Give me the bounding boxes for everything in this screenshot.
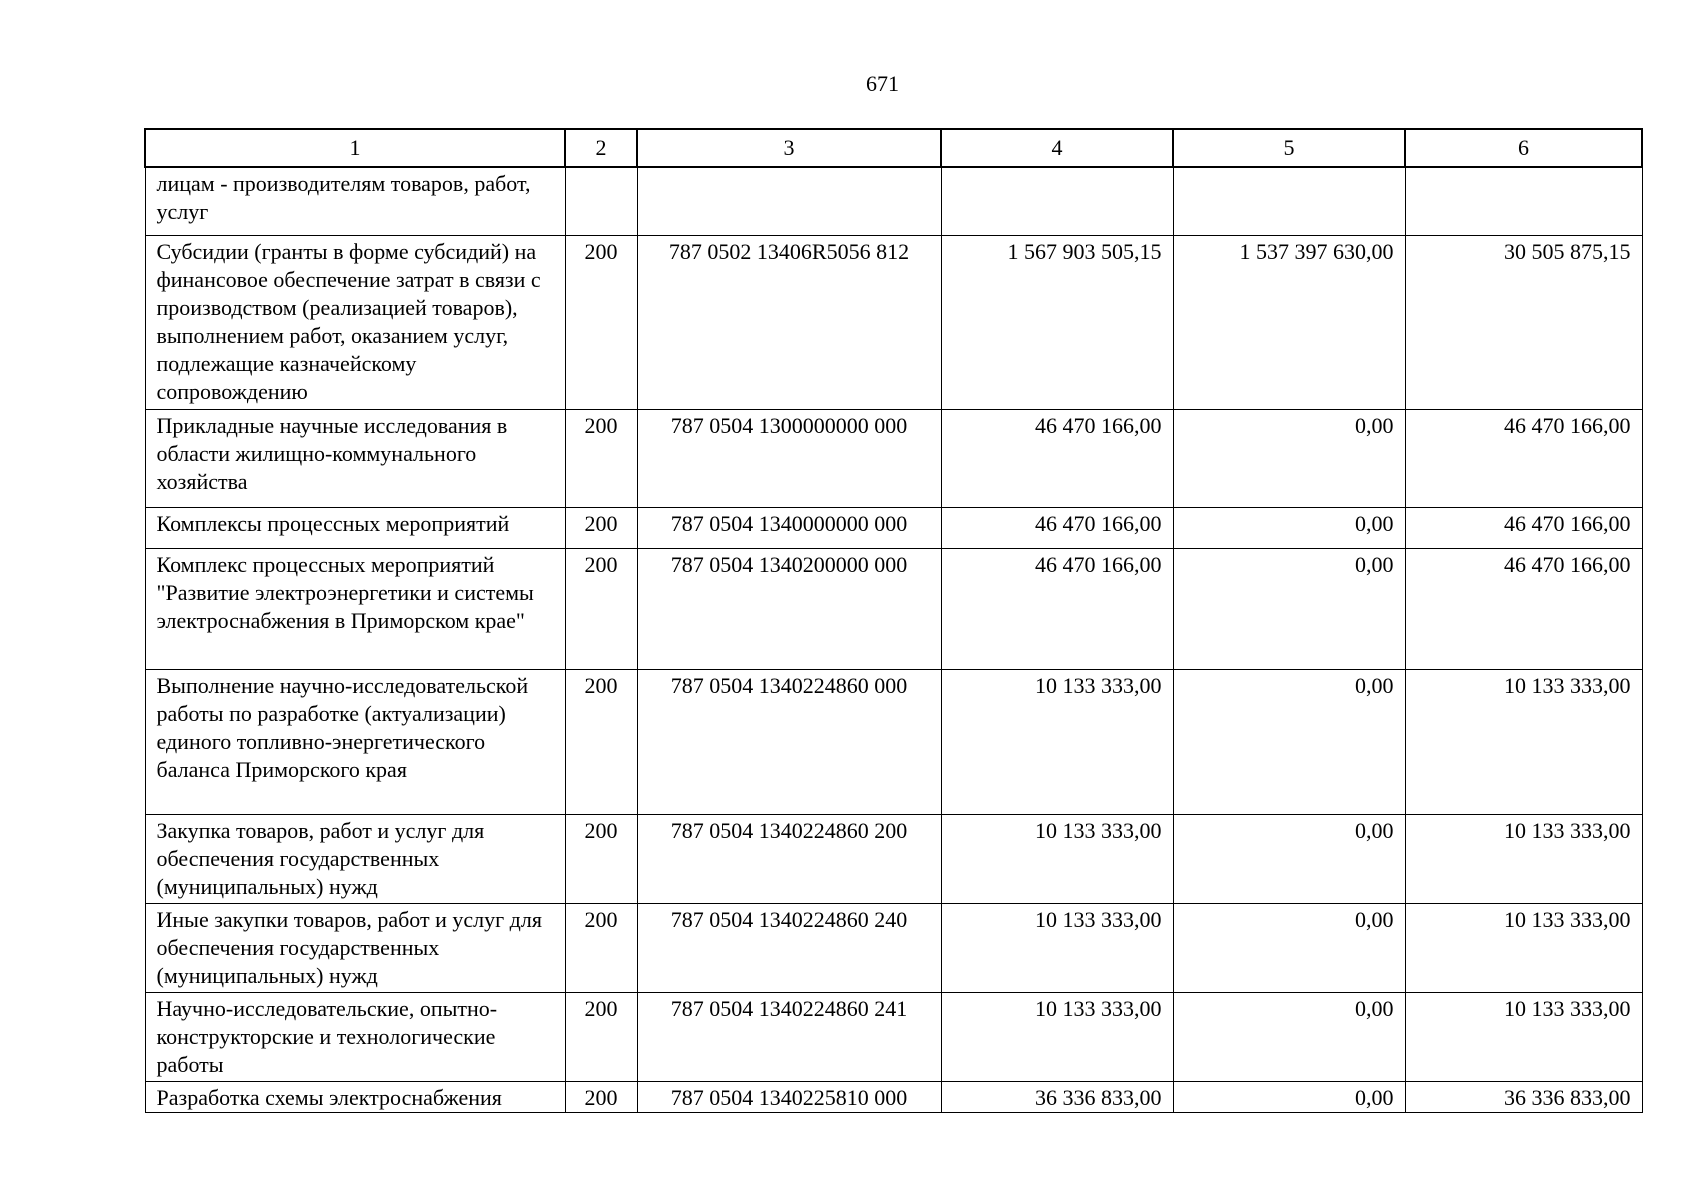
item-value-5: 0,00: [1173, 548, 1405, 669]
item-value-6: 10 133 333,00: [1405, 814, 1642, 903]
item-value-6: 46 470 166,00: [1405, 507, 1642, 548]
item-kbk: 787 0504 1340200000 000: [637, 548, 941, 669]
item-name: Комплекс процессных мероприятий "Развитие электроэнергетики и системы электроснабжения в Приморском крае": [145, 548, 565, 669]
item-name: Научно-исследовательские, опытно-конструкторские и технологические работы: [145, 992, 565, 1081]
item-value-4: 1 567 903 505,15: [941, 235, 1173, 409]
item-value-6: 36 336 833,00: [1405, 1081, 1642, 1112]
table-row: [145, 167, 1642, 235]
item-name: Субсидии (гранты в форме субсидий) на финансовое обеспечение затрат в связи с производством (реализацией товаров), выполнением работ, оказанием услуг, подлежащие казначейскому сопровождению: [145, 235, 565, 409]
table-row: [145, 903, 1642, 992]
item-kbk: 787 0502 13406R5056 812: [637, 235, 941, 409]
item-name: Закупка товаров, работ и услуг для обеспечения государственных (муниципальных) нужд: [145, 814, 565, 903]
item-value-5: 0,00: [1173, 1081, 1405, 1112]
item-kbk: 787 0504 1340224860 200: [637, 814, 941, 903]
item-code: 200: [565, 235, 637, 409]
item-code: 200: [565, 1081, 637, 1112]
item-value-6: 10 133 333,00: [1405, 992, 1642, 1081]
item-kbk: 787 0504 1340225810 000: [637, 1081, 941, 1112]
table-row: [145, 992, 1642, 1081]
item-code: 200: [565, 814, 637, 903]
table-row: [145, 409, 1642, 507]
item-value-5: 0,00: [1173, 903, 1405, 992]
table-row: [145, 507, 1642, 548]
item-value-4: 10 133 333,00: [941, 903, 1173, 992]
table-row: [145, 548, 1642, 669]
table-row: [145, 814, 1642, 903]
item-kbk: 787 0504 1340224860 241: [637, 992, 941, 1081]
column-header: 1: [145, 129, 565, 167]
item-name: Иные закупки товаров, работ и услуг для обеспечения государственных (муниципальных) нужд: [145, 903, 565, 992]
item-name: Комплексы процессных мероприятий: [145, 507, 565, 548]
item-value-5: 0,00: [1173, 992, 1405, 1081]
table-row: [145, 1081, 1642, 1112]
item-value-6: 10 133 333,00: [1405, 669, 1642, 814]
item-name: Прикладные научные исследования в области жилищно-коммунального хозяйства: [145, 409, 565, 507]
item-name: Разработка схемы электроснабжения: [145, 1081, 565, 1112]
item-value-6: 30 505 875,15: [1405, 235, 1642, 409]
budget-table: [144, 128, 1643, 1113]
item-code: 200: [565, 903, 637, 992]
column-header: 2: [565, 129, 637, 167]
item-name: Выполнение научно-исследовательской работы по разработке (актуализации) единого топливно-энергетического баланса Приморского края: [145, 669, 565, 814]
item-code: 200: [565, 669, 637, 814]
item-value-5: 0,00: [1173, 669, 1405, 814]
item-value-4: 46 470 166,00: [941, 507, 1173, 548]
table-row: [145, 235, 1642, 409]
item-code: 200: [565, 507, 637, 548]
item-kbk: 787 0504 1300000000 000: [637, 409, 941, 507]
item-code: 200: [565, 992, 637, 1081]
item-value-4: 10 133 333,00: [941, 669, 1173, 814]
item-value-4: 46 470 166,00: [941, 409, 1173, 507]
item-kbk: 787 0504 1340224860 000: [637, 669, 941, 814]
item-value-5: 1 537 397 630,00: [1173, 235, 1405, 409]
header-row: [145, 129, 1642, 167]
item-name: лицам - производителям товаров, работ, услуг: [145, 167, 565, 235]
column-header: 3: [637, 129, 941, 167]
item-value-5: [1173, 167, 1405, 235]
table-row: [145, 669, 1642, 814]
item-value-6: 10 133 333,00: [1405, 903, 1642, 992]
item-kbk: 787 0504 1340224860 240: [637, 903, 941, 992]
item-value-6: 46 470 166,00: [1405, 409, 1642, 507]
item-value-6: 46 470 166,00: [1405, 548, 1642, 669]
item-value-4: 36 336 833,00: [941, 1081, 1173, 1112]
page-number: 671: [866, 71, 899, 96]
item-value-4: 10 133 333,00: [941, 992, 1173, 1081]
item-kbk: 787 0504 1340000000 000: [637, 507, 941, 548]
item-value-5: 0,00: [1173, 814, 1405, 903]
item-value-6: [1405, 167, 1642, 235]
item-value-4: 10 133 333,00: [941, 814, 1173, 903]
item-code: 200: [565, 548, 637, 669]
item-value-4: 46 470 166,00: [941, 548, 1173, 669]
item-kbk: [637, 167, 941, 235]
column-header: 5: [1173, 129, 1405, 167]
item-value-5: 0,00: [1173, 409, 1405, 507]
item-value-4: [941, 167, 1173, 235]
column-header: 6: [1405, 129, 1642, 167]
item-code: 200: [565, 409, 637, 507]
item-code: [565, 167, 637, 235]
column-header: 4: [941, 129, 1173, 167]
item-value-5: 0,00: [1173, 507, 1405, 548]
